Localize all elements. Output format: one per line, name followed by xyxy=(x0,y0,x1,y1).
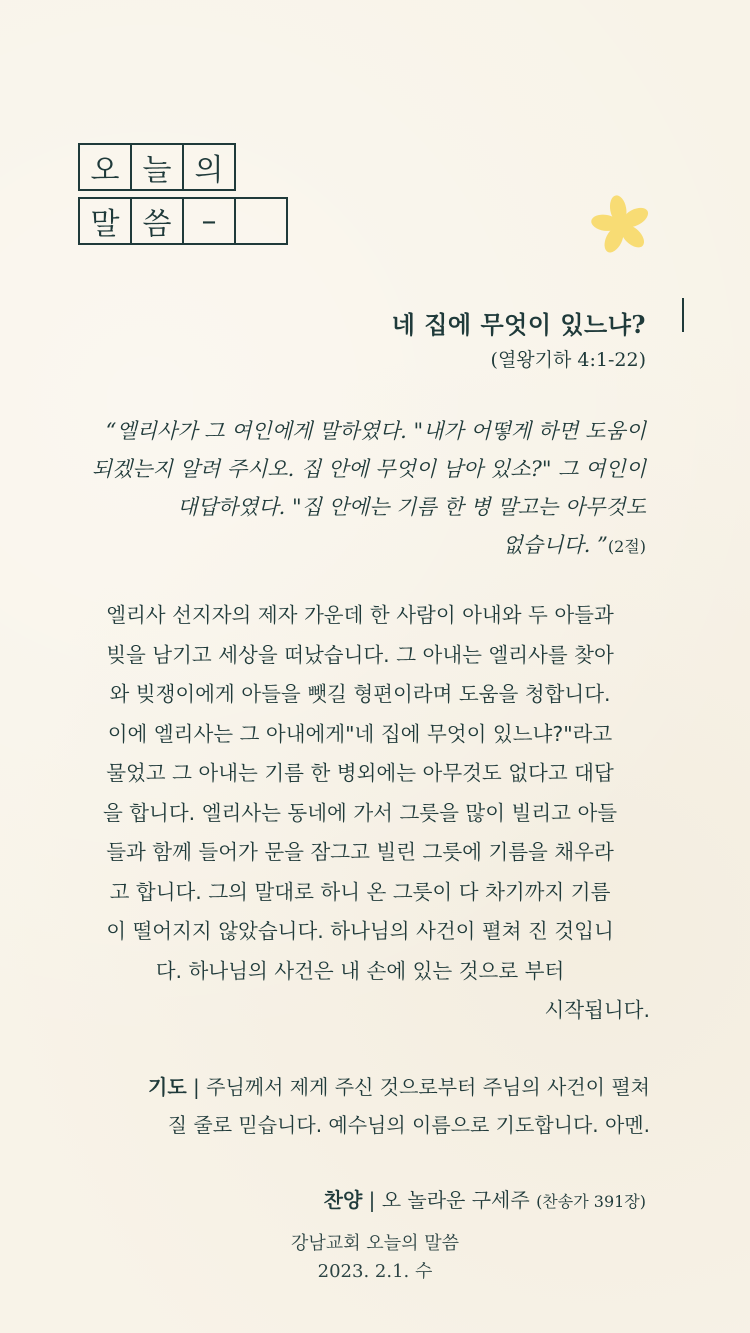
headline: 네 집에 무엇이 있느냐? xyxy=(391,310,646,339)
quote-line xyxy=(46,526,646,566)
body-line: 시작됩니다. xyxy=(544,998,650,1022)
prayer-label: 기도 xyxy=(148,1075,187,1099)
body-line: 엘리사 선지자의 제자 가운데 한 사람이 아내와 두 아들과 xyxy=(106,603,614,627)
prayer-text: 주님께서 제게 주신 것으로부터 주님의 사건이 펼쳐 xyxy=(206,1075,650,1099)
title-cell: 늘 xyxy=(130,143,184,191)
hymn-separator: | xyxy=(362,1188,382,1212)
quote-line: “엘리사가 그 여인에게 말하였다. "내가 어떻게 하면 도움이 xyxy=(105,419,646,443)
hymn-number: (찬송가 391장) xyxy=(536,1192,646,1211)
body-line: 빚을 남기고 세상을 떠났습니다. 그 아내는 엘리사를 찾아 xyxy=(106,642,614,667)
hymn-label: 찬양 xyxy=(323,1188,363,1212)
scripture-reference: (열왕기하 4:1-22) xyxy=(490,349,646,371)
prayer-line: 질 줄로 믿습니다. 예수님의 이름으로 기도합니다. 아멘. xyxy=(167,1113,650,1137)
verse-number: (2절) xyxy=(607,537,646,556)
divider-line xyxy=(682,298,684,332)
quote-line-text: 없습니다. ” xyxy=(502,533,608,557)
body-line: 다. 하나님의 사건은 내 손에 있는 것으로 부터 xyxy=(155,958,565,983)
prayer-separator: | xyxy=(186,1075,207,1099)
prayer-section xyxy=(70,1068,650,1144)
title-cell xyxy=(234,197,288,245)
prayer-line xyxy=(70,1068,650,1106)
body-line: 와 빚쟁이에게 아들을 뺏길 형편이라며 도움을 청합니다. xyxy=(109,682,611,706)
body-line: 이에 엘리사는 그 아내에게"네 집에 무엇이 있느냐?"라고 xyxy=(107,721,613,746)
footer xyxy=(0,1230,750,1286)
title-cell: 말 xyxy=(78,197,132,245)
title-row-1 xyxy=(78,143,234,191)
hymn-title: 오 놀라운 구세주 xyxy=(381,1188,530,1212)
date: 2023. 2.1. 수 xyxy=(317,1261,433,1282)
devotional-body xyxy=(70,596,650,1031)
title-cell: – xyxy=(182,197,236,245)
body-line: 들과 함께 들어가 문을 잠그고 빌린 그릇에 기름을 채우라 xyxy=(106,840,614,864)
scripture-quote xyxy=(46,412,646,566)
body-line: 물었고 그 아내는 기름 한 병외에는 아무것도 없다고 대답 xyxy=(106,761,614,785)
title-cell: 씀 xyxy=(130,197,184,245)
title-cell: 의 xyxy=(182,143,236,191)
body-line: 을 합니다. 엘리사는 동네에 가서 그릇을 많이 빌리고 아들 xyxy=(102,800,618,825)
flower-icon xyxy=(588,195,652,255)
title-row-2 xyxy=(78,197,286,245)
church-name: 강남교회 오늘의 말씀 xyxy=(291,1233,459,1254)
hymn-section xyxy=(324,1184,646,1213)
body-line: 이 떨어지지 않았습니다. 하나님의 사건이 펼쳐 진 것입니 xyxy=(106,919,614,943)
body-line: 고 합니다. 그의 말대로 하니 온 그릇이 다 차기까지 기름 xyxy=(109,879,611,904)
quote-line: 대답하였다. "집 안에는 기름 한 병 말고는 아무것도 xyxy=(177,495,646,519)
quote-line: 되겠는지 알려 주시오. 집 안에 무엇이 남아 있소?" 그 여인이 xyxy=(91,457,646,481)
title-cell: 오 xyxy=(78,143,132,191)
